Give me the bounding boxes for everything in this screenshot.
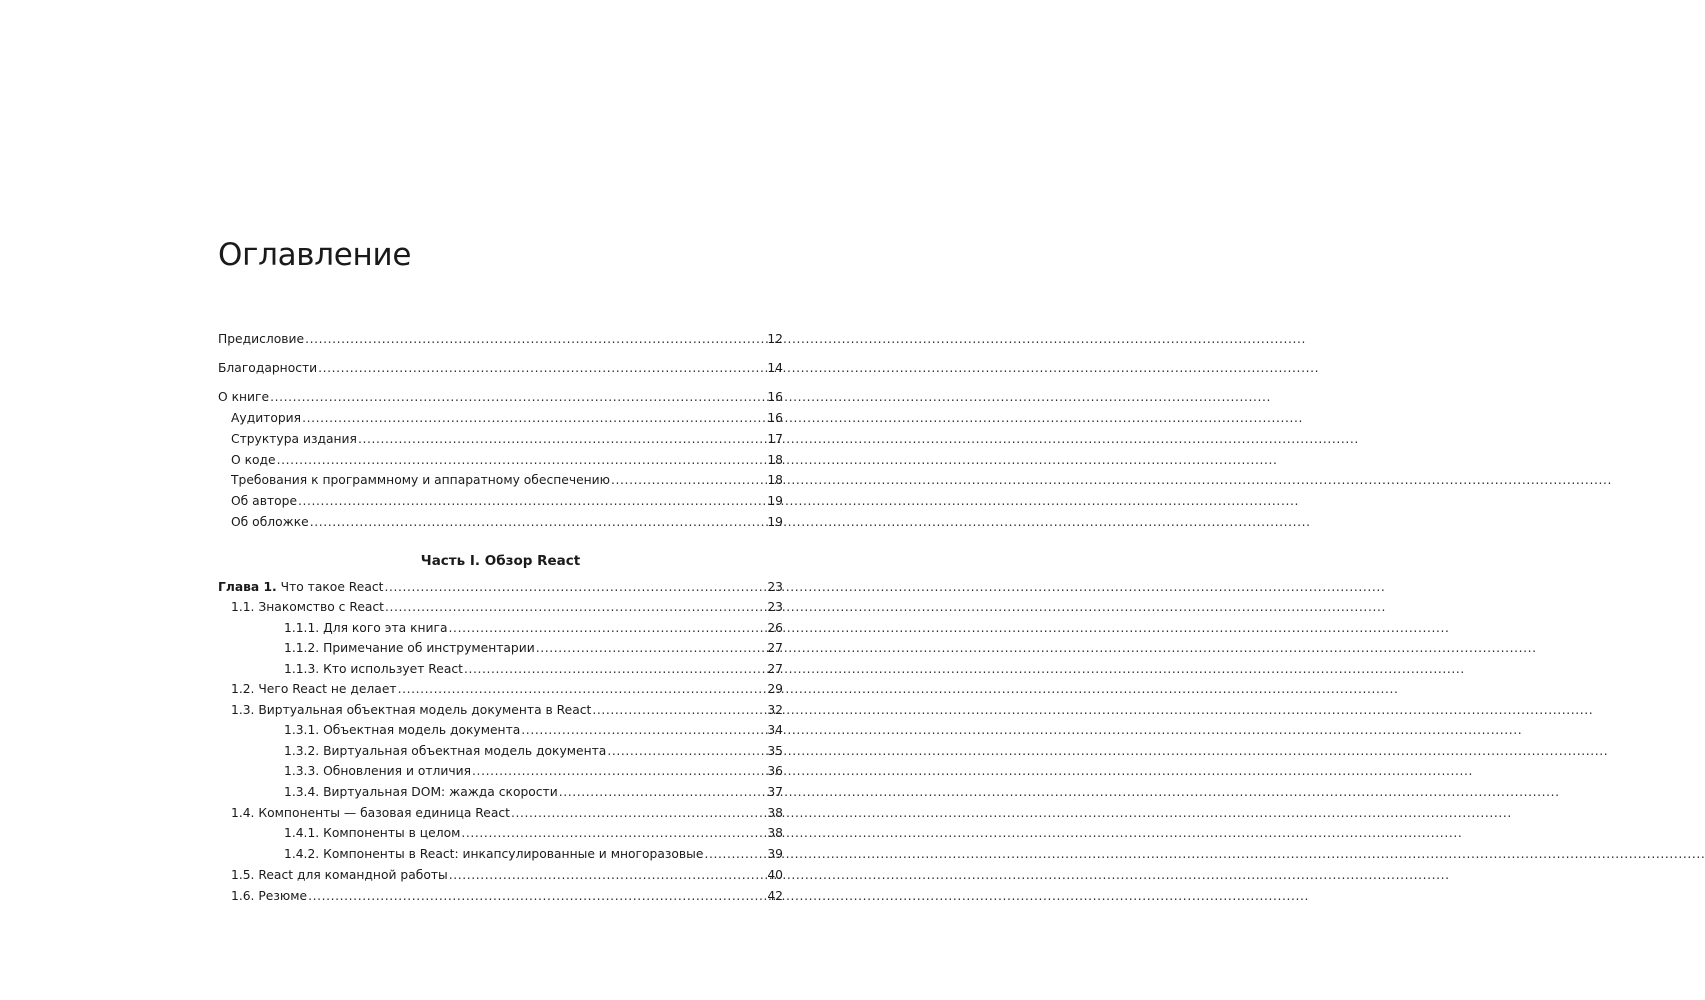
toc-entry-acknowledgements[interactable] [218, 358, 783, 378]
toc-page-number: 29 [767, 682, 783, 696]
toc-entry-section-1-1-1[interactable] [284, 618, 783, 638]
dot-leader [607, 741, 764, 761]
toc-entry-chapter-1[interactable] [218, 577, 783, 597]
dot-leader [302, 408, 764, 428]
dot-leader [358, 429, 764, 449]
toc-entry-label: 1.5. React для командной работы [231, 868, 448, 882]
toc-page-number: 12 [767, 332, 783, 346]
toc-entry-section-1-4[interactable] [231, 803, 783, 823]
toc-page-number: 14 [767, 361, 783, 375]
toc-page-number: 16 [767, 411, 783, 425]
toc-page-number: 36 [767, 764, 783, 778]
dot-leader [704, 844, 764, 864]
toc-page-number: 23 [767, 600, 783, 614]
toc-page-number: 38 [767, 826, 783, 840]
toc-entry-label: 1.3.3. Обновления и отличия [284, 764, 472, 778]
toc-entry-label: Аудитория [231, 411, 302, 425]
toc-entry-preface[interactable] [218, 329, 783, 349]
toc-page-number: 27 [767, 662, 783, 676]
toc-entry-about-code[interactable] [231, 450, 783, 470]
dot-leader [511, 803, 764, 823]
toc-entry-label [218, 577, 383, 597]
toc-page-number: 35 [767, 744, 783, 758]
toc-entry-label: О коде [231, 453, 276, 467]
dot-leader [277, 450, 765, 470]
toc-entry-label: Структура издания [231, 432, 357, 446]
toc-entry-about-cover[interactable] [231, 512, 783, 532]
toc-page-number: 32 [767, 703, 783, 717]
toc-entry-section-1-2[interactable] [231, 679, 783, 699]
toc-entry-label: 1.4.1. Компоненты в целом [284, 826, 461, 840]
toc-page-number: 37 [767, 785, 783, 799]
toc-entry-label: Предисловие [218, 332, 305, 346]
toc-entry-section-1-3-2[interactable] [284, 741, 783, 761]
dot-leader [384, 577, 764, 597]
toc-entry-section-1-4-1[interactable] [284, 823, 783, 843]
toc-entry-label: 1.3. Виртуальная объектная модель документа в React [231, 703, 592, 717]
toc-page-number: 16 [767, 390, 783, 404]
toc-entry-section-1-6[interactable] [231, 886, 783, 906]
toc-entry-section-1-3-1[interactable] [284, 720, 783, 740]
toc-entry-structure[interactable] [231, 429, 783, 449]
toc-entry-label: 1.4. Компоненты — базовая единица React [231, 806, 510, 820]
toc-entry-label: 1.3.1. Объектная модель документа [284, 723, 521, 737]
dot-leader [298, 491, 764, 511]
dot-leader [305, 329, 764, 349]
toc-entry-label: Благодарности [218, 361, 318, 375]
toc-entry-label: Об авторе [231, 494, 298, 508]
toc-entry-section-1-4-2[interactable] [284, 844, 783, 864]
toc-entry-requirements[interactable] [231, 470, 783, 490]
toc-entry-about-author[interactable] [231, 491, 783, 511]
toc-entry-section-1-3-3[interactable] [284, 761, 783, 781]
chapter-prefix: Глава 1. [218, 580, 277, 594]
toc-page-number: 42 [767, 889, 783, 903]
dot-leader [318, 358, 764, 378]
dot-leader [449, 618, 765, 638]
toc-page-number: 34 [767, 723, 783, 737]
toc-entry-about-book[interactable] [218, 387, 783, 407]
toc-entry-section-1-3-4[interactable] [284, 782, 783, 802]
toc-entry-audience[interactable] [231, 408, 783, 428]
toc-entry-label: 1.2. Чего React не делает [231, 682, 397, 696]
toc-entry-label: 1.3.2. Виртуальная объектная модель документа [284, 744, 607, 758]
dot-leader [385, 597, 764, 617]
dot-leader [461, 823, 764, 843]
toc-entry-section-1-3[interactable] [231, 700, 783, 720]
toc-entry-label: Об обложке [231, 515, 309, 529]
toc-page-number: 18 [767, 473, 783, 487]
toc-entry-section-1-1-2[interactable] [284, 638, 783, 658]
toc-page-number: 39 [767, 847, 783, 861]
dot-leader [398, 679, 765, 699]
dot-leader [308, 886, 764, 906]
dot-leader [536, 638, 765, 658]
toc-entry-label: 1.1. Знакомство с React [231, 600, 385, 614]
toc-page-number: 26 [767, 621, 783, 635]
page-title: Оглавление [218, 237, 412, 273]
toc-entry-label: О книге [218, 390, 270, 404]
toc-entry-label: 1.3.4. Виртуальная DOM: жажда скорости [284, 785, 558, 799]
toc-entry-label: 1.6. Резюме [231, 889, 308, 903]
toc-entry-section-1-5[interactable] [231, 865, 783, 885]
dot-leader [521, 720, 764, 740]
toc-page-number: 27 [767, 641, 783, 655]
dot-leader [270, 387, 764, 407]
chapter-title: Что такое React [280, 580, 384, 594]
toc-page-number: 38 [767, 806, 783, 820]
toc-page-number: 19 [767, 515, 783, 529]
dot-leader [611, 470, 764, 490]
dot-leader [559, 782, 765, 802]
toc-page-number: 18 [767, 453, 783, 467]
dot-leader [449, 865, 765, 885]
toc-page-number: 40 [767, 868, 783, 882]
part-heading: Часть I. Обзор React [420, 553, 581, 569]
dot-leader [464, 659, 764, 679]
toc-page-number: 17 [767, 432, 783, 446]
toc-entry-label: 1.4.2. Компоненты в React: инкапсулированные и многоразовые [284, 847, 704, 861]
toc-entry-label: Требования к программному и аппаратному обеспечению [231, 473, 611, 487]
toc-page-number: 23 [767, 580, 783, 594]
toc-entry-label: 1.1.3. Кто использует React [284, 662, 463, 676]
toc-entry-section-1-1-3[interactable] [284, 659, 783, 679]
dot-leader [310, 512, 765, 532]
toc-page-number: 19 [767, 494, 783, 508]
dot-leader [592, 700, 764, 720]
toc-entry-label: 1.1.2. Примечание об инструментарии [284, 641, 535, 655]
toc-entry-section-1-1[interactable] [231, 597, 783, 617]
toc-entry-label: 1.1.1. Для кого эта книга [284, 621, 448, 635]
dot-leader [472, 761, 764, 781]
